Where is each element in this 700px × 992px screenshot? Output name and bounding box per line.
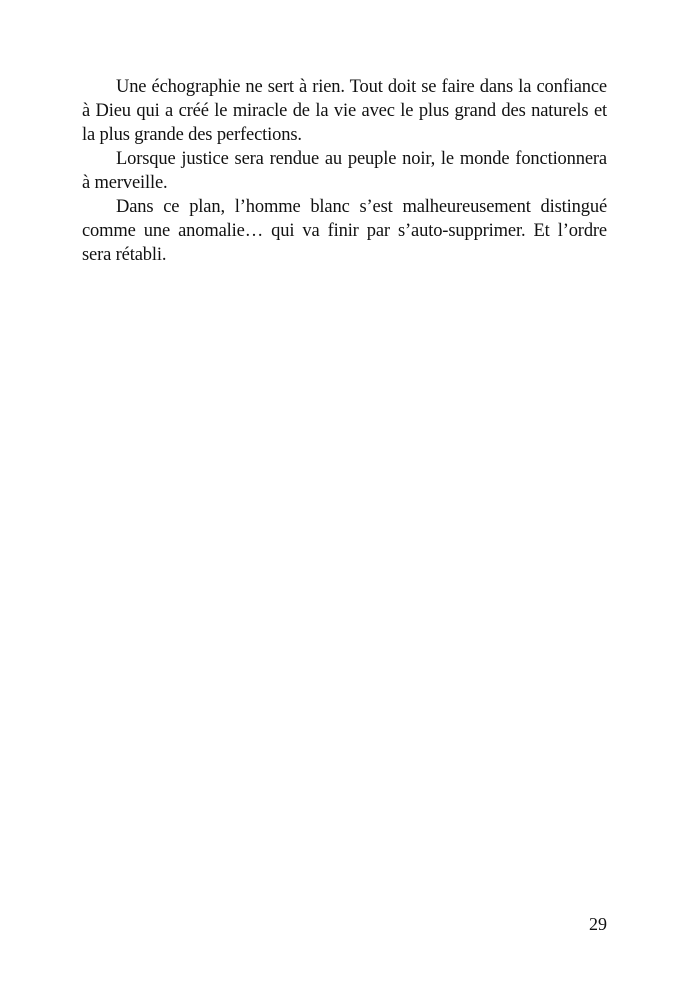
page-number: 29 (589, 914, 607, 934)
body-text (82, 75, 607, 267)
paragraph-2: Lorsque justice sera rendue au peuple noir, le monde fonctionnera à merveille. (82, 149, 607, 193)
paragraph-1: Une échographie ne sert à rien. Tout doit se faire dans la confiance à Dieu qui a créé le miracle de la vie avec le plus grand des naturels et la plus grande des perfections. (82, 77, 607, 145)
paragraph-3: Dans ce plan, l’homme blanc s’est malheureusement distingué comme une anomalie… qui va finir par s’auto-supprimer. Et l’ordre sera rétabli. (82, 197, 607, 265)
